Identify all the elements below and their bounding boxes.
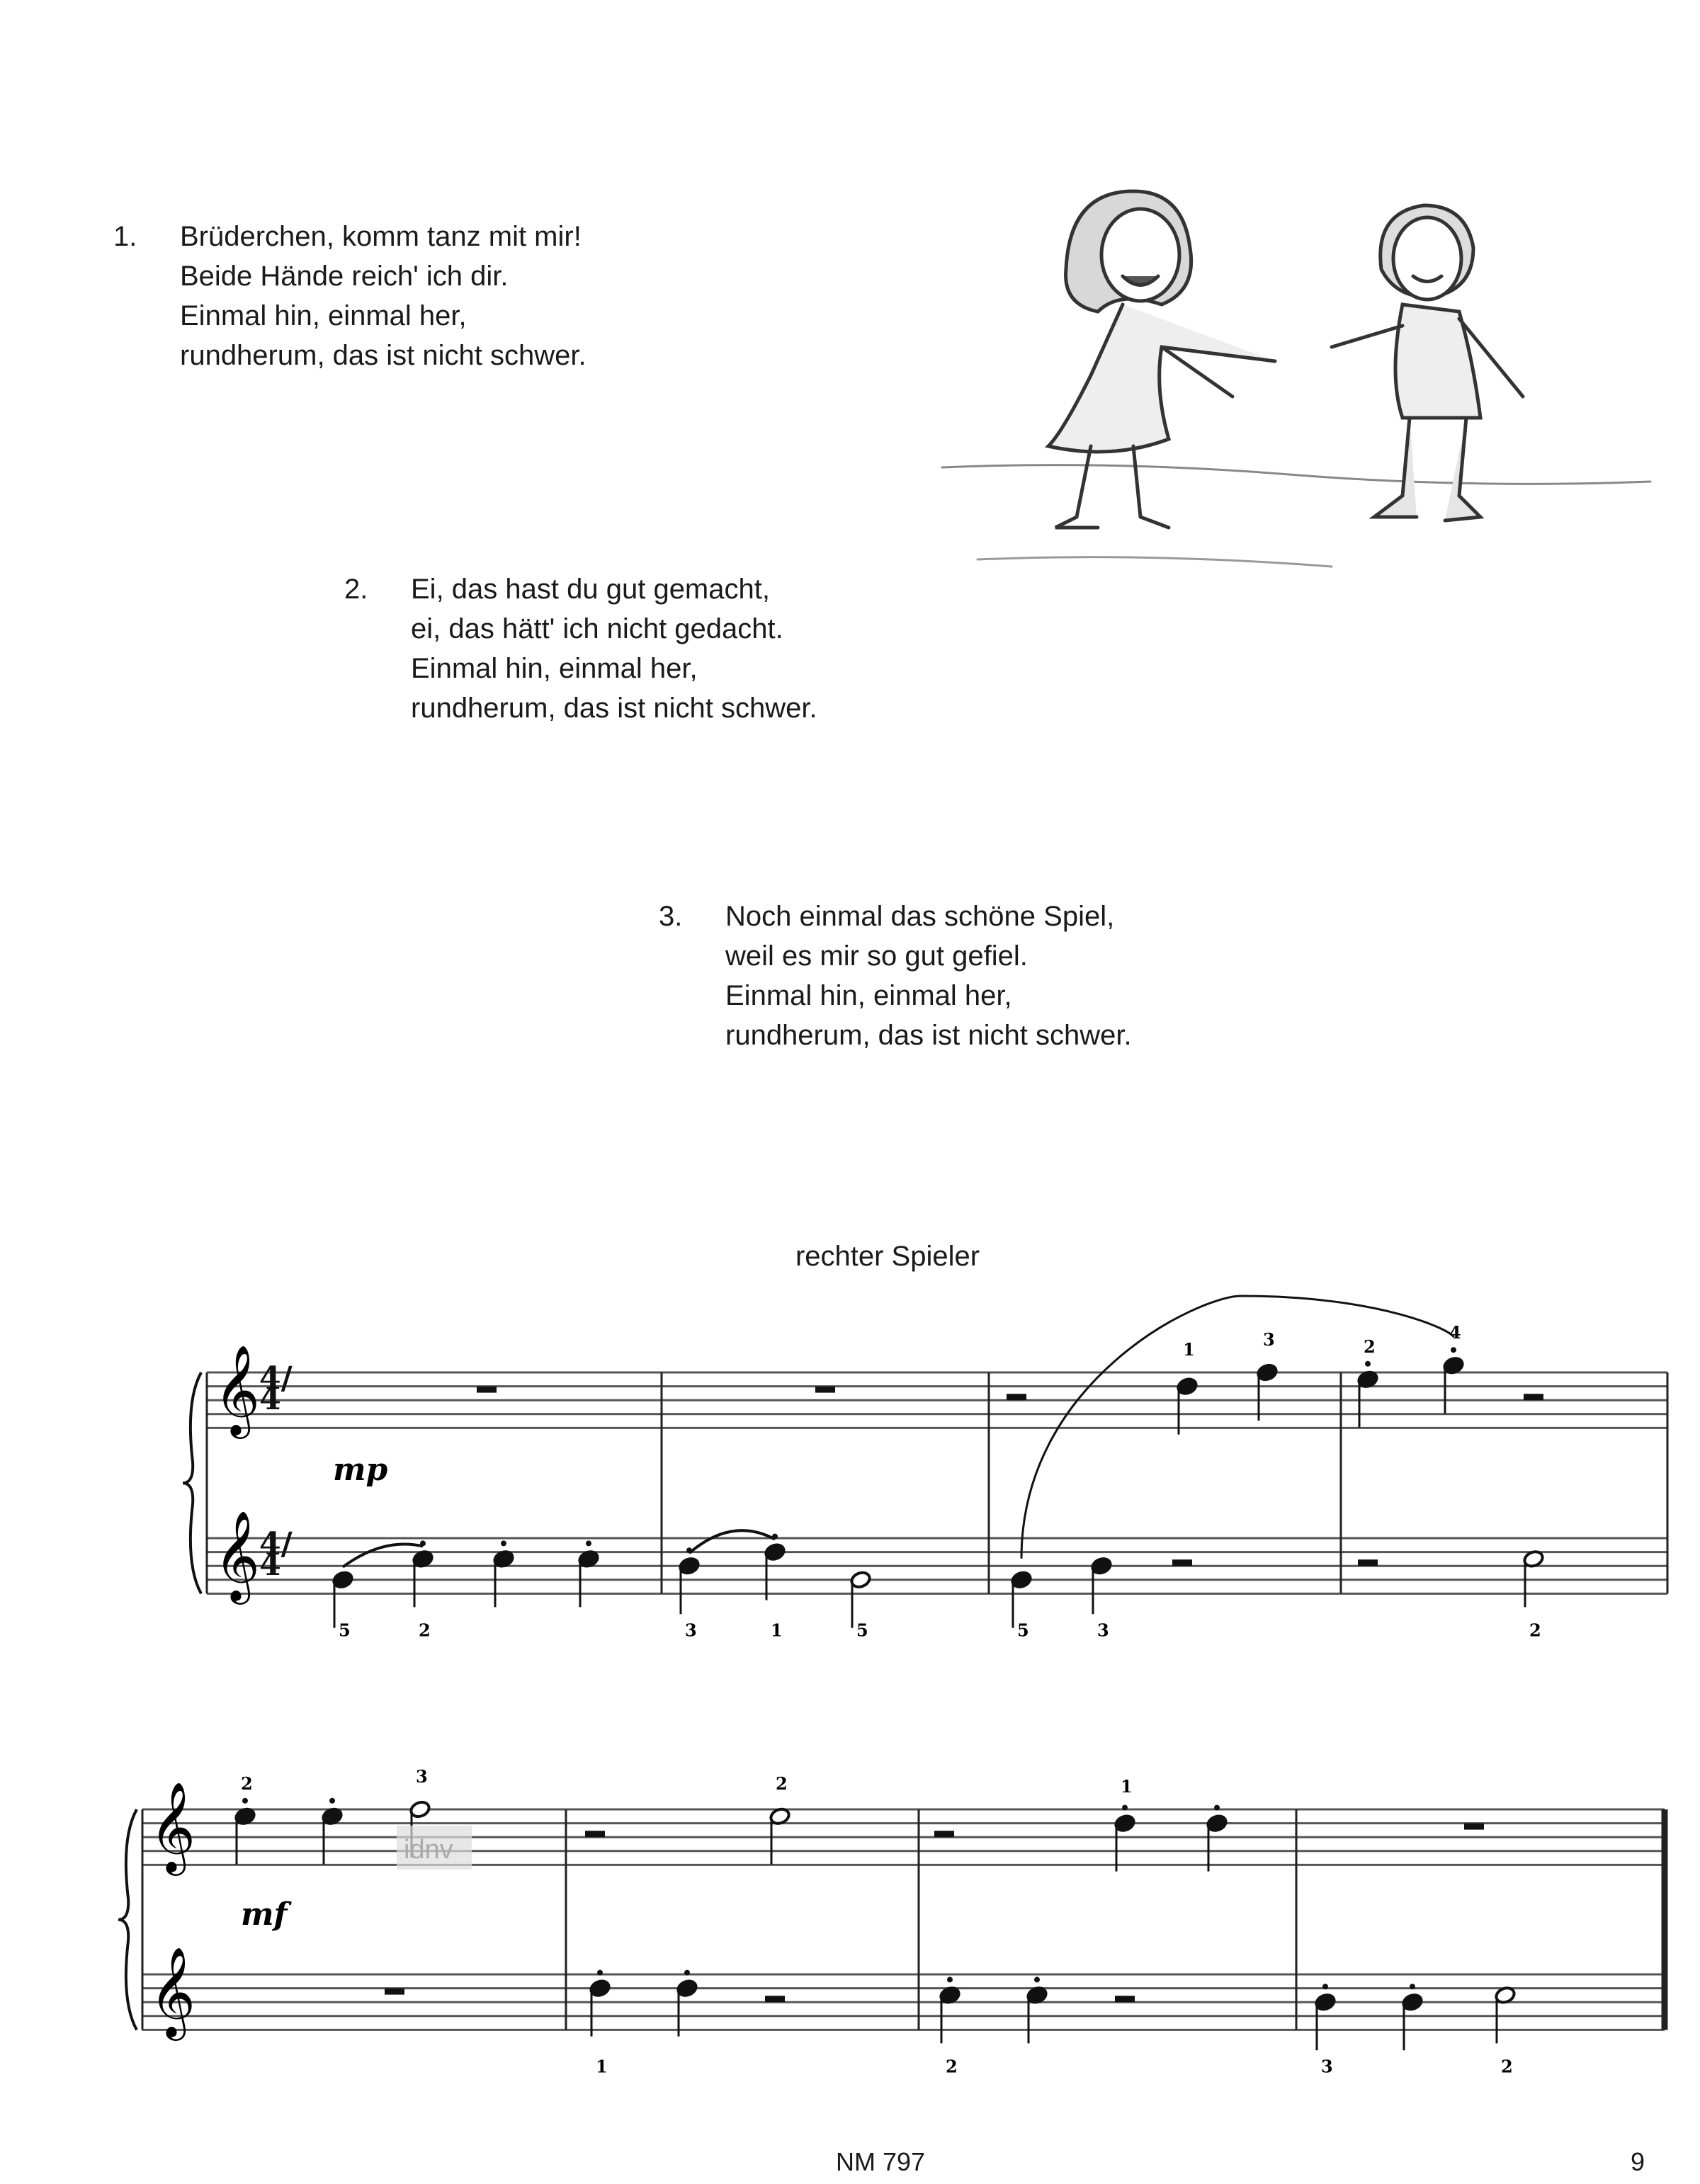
fingering-number: 2 [1501, 2056, 1513, 2077]
dynamic-marking: mf [241, 1896, 288, 1933]
verse-number: 2. [344, 574, 368, 605]
whole-rest [477, 1387, 497, 1393]
verse-line: Ei, das hast du gut gemacht, [411, 574, 770, 605]
treble-clef: 𝄞 [149, 1946, 196, 2037]
staccato-dot [586, 1540, 591, 1546]
dynamic-marking: mp [333, 1452, 388, 1488]
staccato-dot [1122, 1805, 1128, 1811]
fingering-number: 5 [856, 1620, 868, 1641]
fingering-number: 2 [1529, 1620, 1541, 1641]
half-rest [585, 1831, 605, 1837]
watermark: idnv [404, 1835, 453, 1865]
brace [118, 1809, 137, 2030]
publication-code: NM 797 [836, 2147, 926, 2176]
staccato-dot [1034, 1977, 1040, 1982]
verse-line: rundherum, das ist nicht schwer. [411, 693, 817, 724]
staccato-dot [1410, 1984, 1415, 1989]
verse-line: Brüderchen, komm tanz mit mir! [180, 221, 582, 252]
part-label: rechter Spieler [795, 1241, 980, 1272]
half-rest [1007, 1394, 1026, 1400]
verse-line: rundherum, das ist nicht schwer. [725, 1020, 1132, 1051]
verse-line: weil es mir so gut gefiel. [725, 940, 1028, 972]
staccato-dot [947, 1977, 953, 1982]
fingering-number: 3 [1097, 1620, 1109, 1641]
staccato-dot [1214, 1805, 1220, 1811]
half-rest [1115, 1996, 1135, 2002]
page-number: 9 [1631, 2147, 1645, 2176]
fingering-number: 1 [596, 2056, 608, 2077]
brace [183, 1372, 201, 1593]
fingering-number: 4 [1449, 1322, 1461, 1343]
half-rest [1524, 1394, 1543, 1400]
verse-line: Einmal hin, einmal her, [411, 653, 698, 684]
whole-rest [815, 1387, 835, 1393]
verse-line: ei, das hätt' ich nicht gedacht. [411, 613, 783, 644]
half-rest [765, 1996, 785, 2002]
staccato-dot [1365, 1361, 1371, 1367]
time-signature-upper: 4/4 [259, 1360, 293, 1417]
staccato-dot [501, 1540, 506, 1546]
verse-number: 1. [113, 221, 137, 252]
staccato-dot [684, 1970, 690, 1976]
staccato-dot [1322, 1984, 1328, 1989]
treble-clef: 𝄞 [214, 1510, 261, 1600]
verse-line: Noch einmal das schöne Spiel, [725, 901, 1115, 932]
slur [689, 1530, 775, 1553]
music-system [118, 1766, 1665, 2076]
staccato-dot [242, 1798, 248, 1804]
verse-line: rundherum, das ist nicht schwer. [180, 340, 586, 371]
staccato-dot [1451, 1347, 1456, 1353]
verse-line: Beide Hände reich' ich dir. [180, 261, 509, 292]
verse-line: Einmal hin, einmal her, [725, 980, 1012, 1011]
fingering-number: 5 [339, 1620, 351, 1641]
fingering-number: 1 [1183, 1339, 1195, 1360]
treble-clef: 𝄞 [149, 1781, 196, 1872]
whole-rest [1464, 1824, 1484, 1830]
staccato-dot [597, 1970, 603, 1976]
half-rest [934, 1831, 954, 1837]
verse-number: 3. [659, 901, 683, 932]
fingering-number: 3 [1263, 1329, 1275, 1350]
whole-rest [385, 1989, 404, 1995]
fingering-number: 3 [685, 1620, 697, 1641]
fingering-number: 5 [1017, 1620, 1029, 1641]
treble-clef: 𝄞 [214, 1344, 261, 1435]
music-system [183, 1296, 1667, 1640]
staccato-dot [329, 1798, 335, 1804]
verse-line: Einmal hin, einmal her, [180, 300, 467, 331]
fingering-number: 1 [1121, 1776, 1133, 1797]
fingering-number: 3 [416, 1766, 428, 1787]
fingering-number: 1 [771, 1620, 783, 1641]
time-signature-lower: 4/4 [259, 1526, 293, 1583]
half-rest [1172, 1559, 1192, 1566]
slur [343, 1544, 423, 1566]
fingering-number: 2 [776, 1773, 788, 1794]
fingering-number: 2 [1364, 1336, 1376, 1357]
fingering-number: 2 [241, 1773, 253, 1794]
fingering-number: 3 [1321, 2056, 1333, 2077]
fingering-number: 2 [419, 1620, 431, 1641]
fingering-number: 2 [946, 2056, 958, 2077]
half-rest [1358, 1559, 1378, 1566]
